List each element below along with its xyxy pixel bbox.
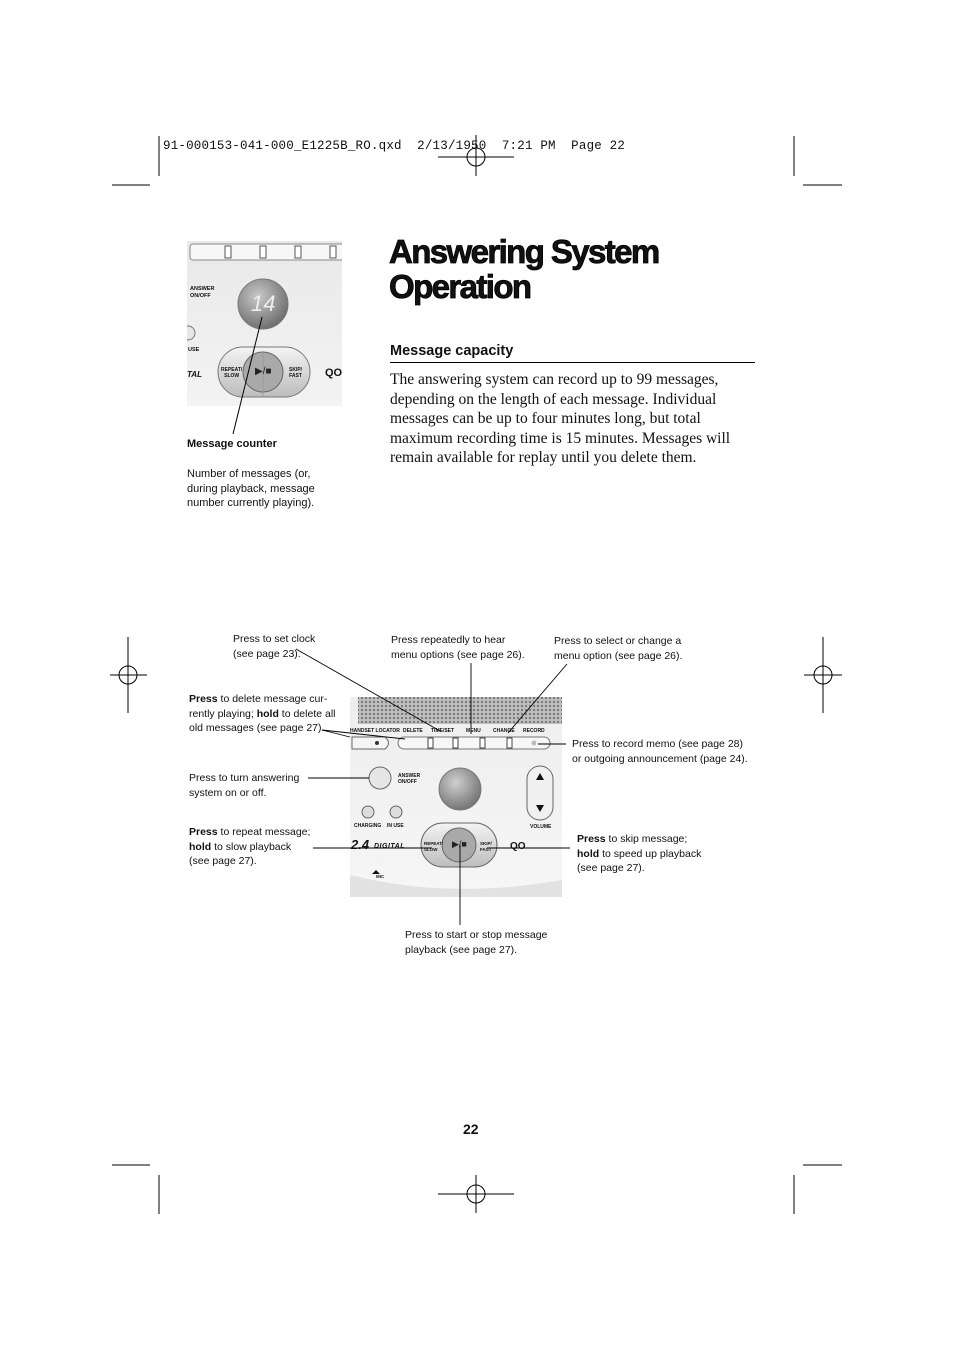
callout-delete-hold: hold: [256, 707, 279, 720]
handset-locator-button: [352, 737, 389, 749]
time-set-key: [453, 738, 458, 748]
page-number: 22: [463, 1121, 479, 1137]
callout-delete-text1: to delete message cur- rently playing;: [189, 693, 328, 720]
callout-repeat: [189, 825, 310, 869]
inset-tal-label: TAL: [187, 370, 202, 379]
label-change: CHANGE: [493, 728, 515, 734]
label-menu: MENU: [466, 728, 481, 734]
inset-play-label: ▶/■: [255, 366, 272, 377]
message-counter-display-large: [439, 768, 481, 810]
callout-delete-text2: to delete all old messages (see page 27).: [189, 707, 336, 734]
label-time-set: TIME/SET: [431, 728, 455, 734]
callout-select-option: Press to select or change a menu option (see page 26).: [554, 635, 683, 662]
in-use-indicator: [390, 806, 402, 818]
label-repeat-slow: REPEAT/ SLOW: [424, 841, 444, 852]
key-strip: [398, 737, 550, 749]
label-record: RECORD: [523, 728, 545, 734]
section-heading: Message capacity: [390, 343, 755, 363]
label-brand-logo: QO: [510, 841, 526, 852]
callout-answer-toggle: Press to turn answering system on or off.: [189, 772, 300, 799]
callout-skip-hold: hold: [577, 847, 600, 860]
callout-skip: [577, 832, 701, 876]
callout-skip-text1: to skip message;: [608, 833, 688, 845]
label-volume: VOLUME: [530, 824, 552, 830]
inset-counter-value: 14: [251, 291, 276, 316]
callout-menu-options: Press repeatedly to hear menu options (see page 26).: [391, 634, 525, 661]
label-mic: MIC: [376, 874, 385, 879]
menu-key: [480, 738, 485, 748]
file-slug-line: 91-000153-041-000_E1225B_RO.qxd 2/13/1950 7:21 PM Page 22: [163, 139, 626, 153]
section-body: The answering system can record up to 99 messages, depending on the length of each message. Individual messages can be up to four minutes long, but total maximum recording time is 15 minutes. Messages will remain available for replay until you delete them.: [390, 371, 731, 466]
callout-repeat-text1: to repeat message;: [220, 826, 311, 838]
page-title-line1: Answering System: [389, 233, 659, 270]
callout-skip-text2: to speed up playback (see page 27).: [577, 847, 702, 874]
callout-skip-press: Press: [577, 833, 606, 845]
callout-play-stop: Press to start or stop message playback (see page 27).: [405, 929, 548, 956]
page-title-line2: Operation: [389, 268, 531, 305]
label-handset-locator: HANDSET LOCATOR: [350, 728, 400, 734]
callout-record-memo: Press to record memo (see page 28) or outgoing announcement (page 24).: [572, 738, 748, 765]
answer-onoff-button: [369, 767, 391, 789]
change-key: [507, 738, 512, 748]
inset-repeat-label: REPEAT/ SLOW: [221, 367, 243, 379]
message-counter-caption-text: Number of messages (or, during playback, message number currently playing).: [187, 468, 315, 509]
callout-delete: [189, 692, 336, 736]
inset-use-label: USE: [188, 347, 200, 353]
label-brand-digital: DIGITAL: [374, 843, 405, 850]
message-counter-caption-title: Message counter: [187, 438, 277, 450]
label-in-use: IN USE: [387, 823, 404, 829]
label-answer-onoff: ANSWER ON/OFF: [398, 773, 421, 785]
callout-repeat-press: Press: [189, 826, 218, 838]
charging-indicator: [362, 806, 374, 818]
label-charging: CHARGING: [354, 823, 382, 829]
inset-answer-label: ANSWER ON/OFF: [190, 286, 215, 299]
callout-repeat-hold: hold: [189, 840, 212, 853]
label-brand-24: 2.4: [351, 837, 370, 852]
inset-logo-label: QO: [325, 367, 343, 379]
label-play-stop: ▶/■: [452, 839, 467, 849]
record-key: [532, 741, 537, 746]
label-skip-fast: SKIP/ FAST: [480, 841, 492, 852]
delete-key: [428, 738, 433, 748]
callout-set-clock: Press to set clock (see page 23).: [233, 633, 316, 660]
callout-delete-press: Press: [189, 693, 218, 705]
callout-repeat-text2: to slow playback (see page 27).: [189, 840, 292, 867]
label-delete: DELETE: [403, 728, 423, 734]
inset-skip-label: SKIP/ FAST: [289, 367, 303, 379]
